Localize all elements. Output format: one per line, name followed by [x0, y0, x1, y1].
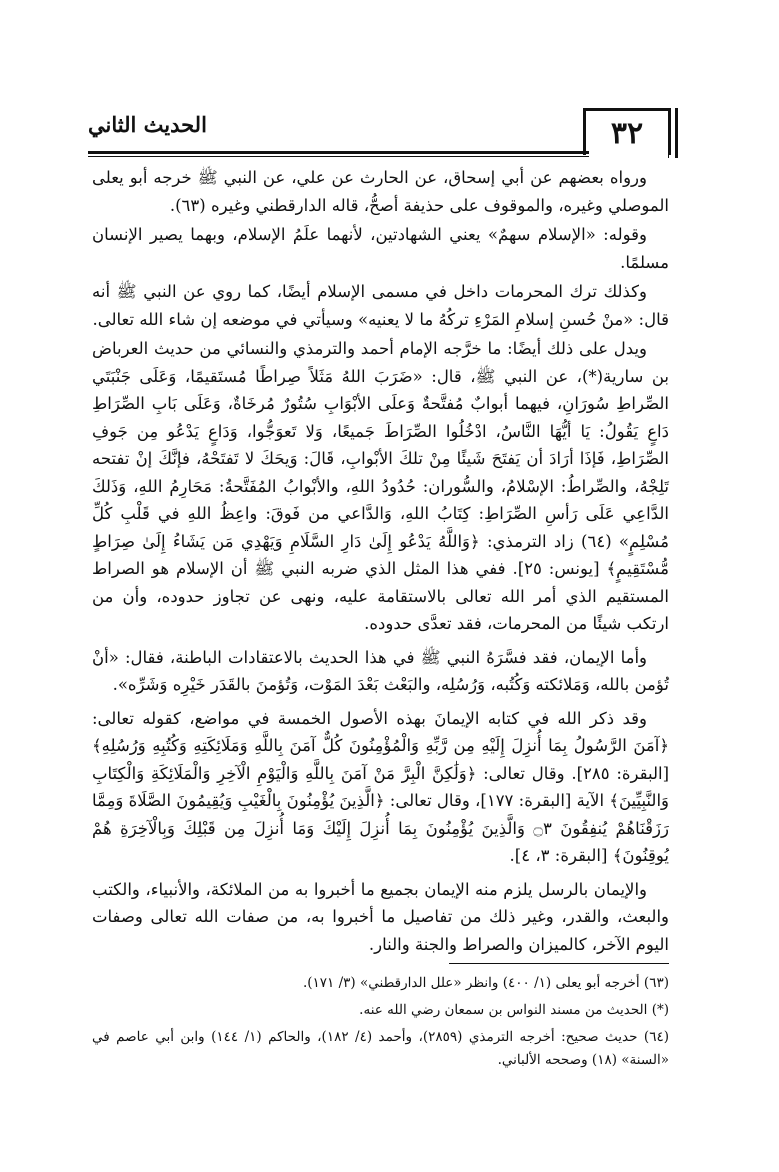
footnote: (٦٤) حديث صحيح: أخرجه الترمذي (٢٨٥٩)، وأحمد (٤/ ١٨٢)، والحاكم (١/ ١٤٤) وابن أبي عاصم في «السنة» (١٨) وصححه الألباني. — [92, 1029, 669, 1068]
footnotes — [92, 972, 669, 1076]
header-rule-thin — [88, 156, 589, 157]
main-text — [92, 164, 669, 960]
page-header — [88, 108, 671, 154]
paragraph: والإيمان بالرسل يلزم منه الإيمان بجميع ما أخبروا به من الملائكة، والأنبياء، والكتب والبعث، والقدر، وغير ذلك من تفاصيل ما أخبروا به، من صفات الله تعالى وصفات اليوم الآخر، كالميزان والصراط والجنة والنار. — [92, 879, 669, 954]
footnote-divider — [449, 963, 669, 964]
paragraph: وكذلك ترك المحرمات داخل في مسمى الإسلام أيضًا، كما روي عن النبي ﷺ أنه قال: «منْ حُسنِ إسلامِ المَرْءِ تركُهُ ما لا يعنيه» وسيأتي في موضعه إن شاء الله تعالى. — [92, 282, 669, 329]
paragraph: ويدل على ذلك أيضًا: ما خرَّجه الإمام أحمد والترمذي والنسائي من حديث العرباض بن سارية(*)، عن النبي ﷺ، قال: «ضَرَبَ اللهُ مَثَلاً صِراطًا مُستَقيمًا، وَعَلَى جَنْبَتَي الصِّراطِ سُورَانِ، فيهما أبوابٌ مُفتَّحةٌ وَعلَى الأبْوَابِ سُتُورٌ مُرخَاةٌ، وَعَلَى بَابِ الصِّرَاطِ دَاعٍ يَقُولُ: يَا أيُّهَا النَّاسُ، ادْخُلُوا الصِّرَاطَ جَميعًا، وَلا تَعوَجُّوا، وَدَاعٍ يَدْعُو مِن جَوفِ الصِّرَاطِ، فَإذَا أرَادَ أن يَفتَحَ شَيئًا مِنْ تلكَ الأبْوابِ، قَالَ: وَيحَكَ لا تَفتَحْهُ، فإنَّكَ إنْ تفتحه تَلِجْهُ، والصِّراطُ: الإسْلامُ، والسُّوران: حُدُودُ اللهِ، والأبْوابُ المُفَتَّحةُ: مَحَارِمُ اللهِ، وَذَلكَ الدَّاعِي عَلَى رَأسِ الصِّرَاطِ: كِتَابُ اللهِ، وَالدَّاعي من فَوقَ: واعِظُ اللهِ في قَلْبِ كُلِّ مُسْلِمٍ» (٦٤) زاد الترمذي: ﴿وَاللَّهُ يَدْعُو إِلَىٰ دَارِ السَّلَامِ وَيَهْدِي مَن يَشَاءُ إِلَىٰ صِرَاطٍ مُّسْتَقِيمٍ﴾ [يونس: ٢٥]. ففي هذا المثل الذي ضربه النبي ﷺ أن الإسلام هو الصراط المستقيم الذي أمر الله تعالى بالاستقامة عليه، ونهى عن تجاوز حدوده، وأن من ارتكب شيئًا من المحرمات، فقد تعدَّى حدوده. — [92, 339, 669, 633]
paragraph: وأما الإيمان، فقد فسَّرَهُ النبي ﷺ في هذا الحديث بالاعتقادات الباطنة، فقال: «أنْ تُؤمن بالله، وَمَلائكته وَكُتُبه، وَرُسُلِه، والبَعْث بَعْدَ المَوْت، وَتُؤمنَ بالقَدَر خَيْرِه وَشَرِّه». — [92, 647, 669, 694]
footnote: (٦٣) أخرجه أبو يعلى (١/ ٤٠٠) وانظر «علل الدارقطني» (٣/ ١٧١). — [302, 975, 669, 991]
paragraph: وقوله: «الإسلام سهمٌ» يعني الشهادتين، لأنهما علَمُ الإسلام، وبهما يصير الإنسان مسلمًا. — [92, 225, 669, 272]
footnote: (*) الحديث من مسند النواس بن سمعان رضي الله عنه. — [359, 1002, 669, 1018]
page-number: ٣٢ — [583, 108, 671, 155]
header-rule — [88, 151, 589, 154]
running-title: الحديث الثاني — [88, 112, 207, 137]
paragraph: وقد ذكر الله في كتابه الإيمانَ بهذه الأصول الخمسة في مواضع، كقوله تعالى: ﴿آمَنَ الرَّسُولُ بِمَا أُنزِلَ إِلَيْهِ مِن رَّبِّهِ وَالْمُؤْمِنُونَ كُلٌّ آمَنَ بِاللَّهِ وَمَلَائِكَتِهِ وَكُتُبِهِ وَرُسُلِهِ﴾ [البقرة: ٢٨٥]. وقال تعالى: ﴿وَلَٰكِنَّ الْبِرَّ مَنْ آمَنَ بِاللَّهِ وَالْيَوْمِ الْآخِرِ وَالْمَلَائِكَةِ وَالْكِتَابِ وَالنَّبِيِّينَ﴾ الآية [البقرة: ١٧٧]، وقال تعالى: ﴿الَّذِينَ يُؤْمِنُونَ بِالْغَيْبِ وَيُقِيمُونَ الصَّلَاةَ وَمِمَّا رَزَقْنَاهُمْ يُنفِقُونَ ۝٣ وَالَّذِينَ يُؤْمِنُونَ بِمَا أُنزِلَ إِلَيْكَ وَمَا أُنزِلَ مِن قَبْلِكَ وَبِالْآخِرَةِ هُمْ يُوقِنُونَ﴾ [البقرة: ٣، ٤]. — [92, 708, 670, 865]
paragraph: ورواه بعضهم عن أبي إسحاق، عن الحارث عن علي، عن النبي ﷺ خرجه أبو يعلى الموصلي وغيره، والموقوف على حذيفة أصحُّ، قاله الدارقطني وغيره (٦٣). — [92, 168, 669, 215]
